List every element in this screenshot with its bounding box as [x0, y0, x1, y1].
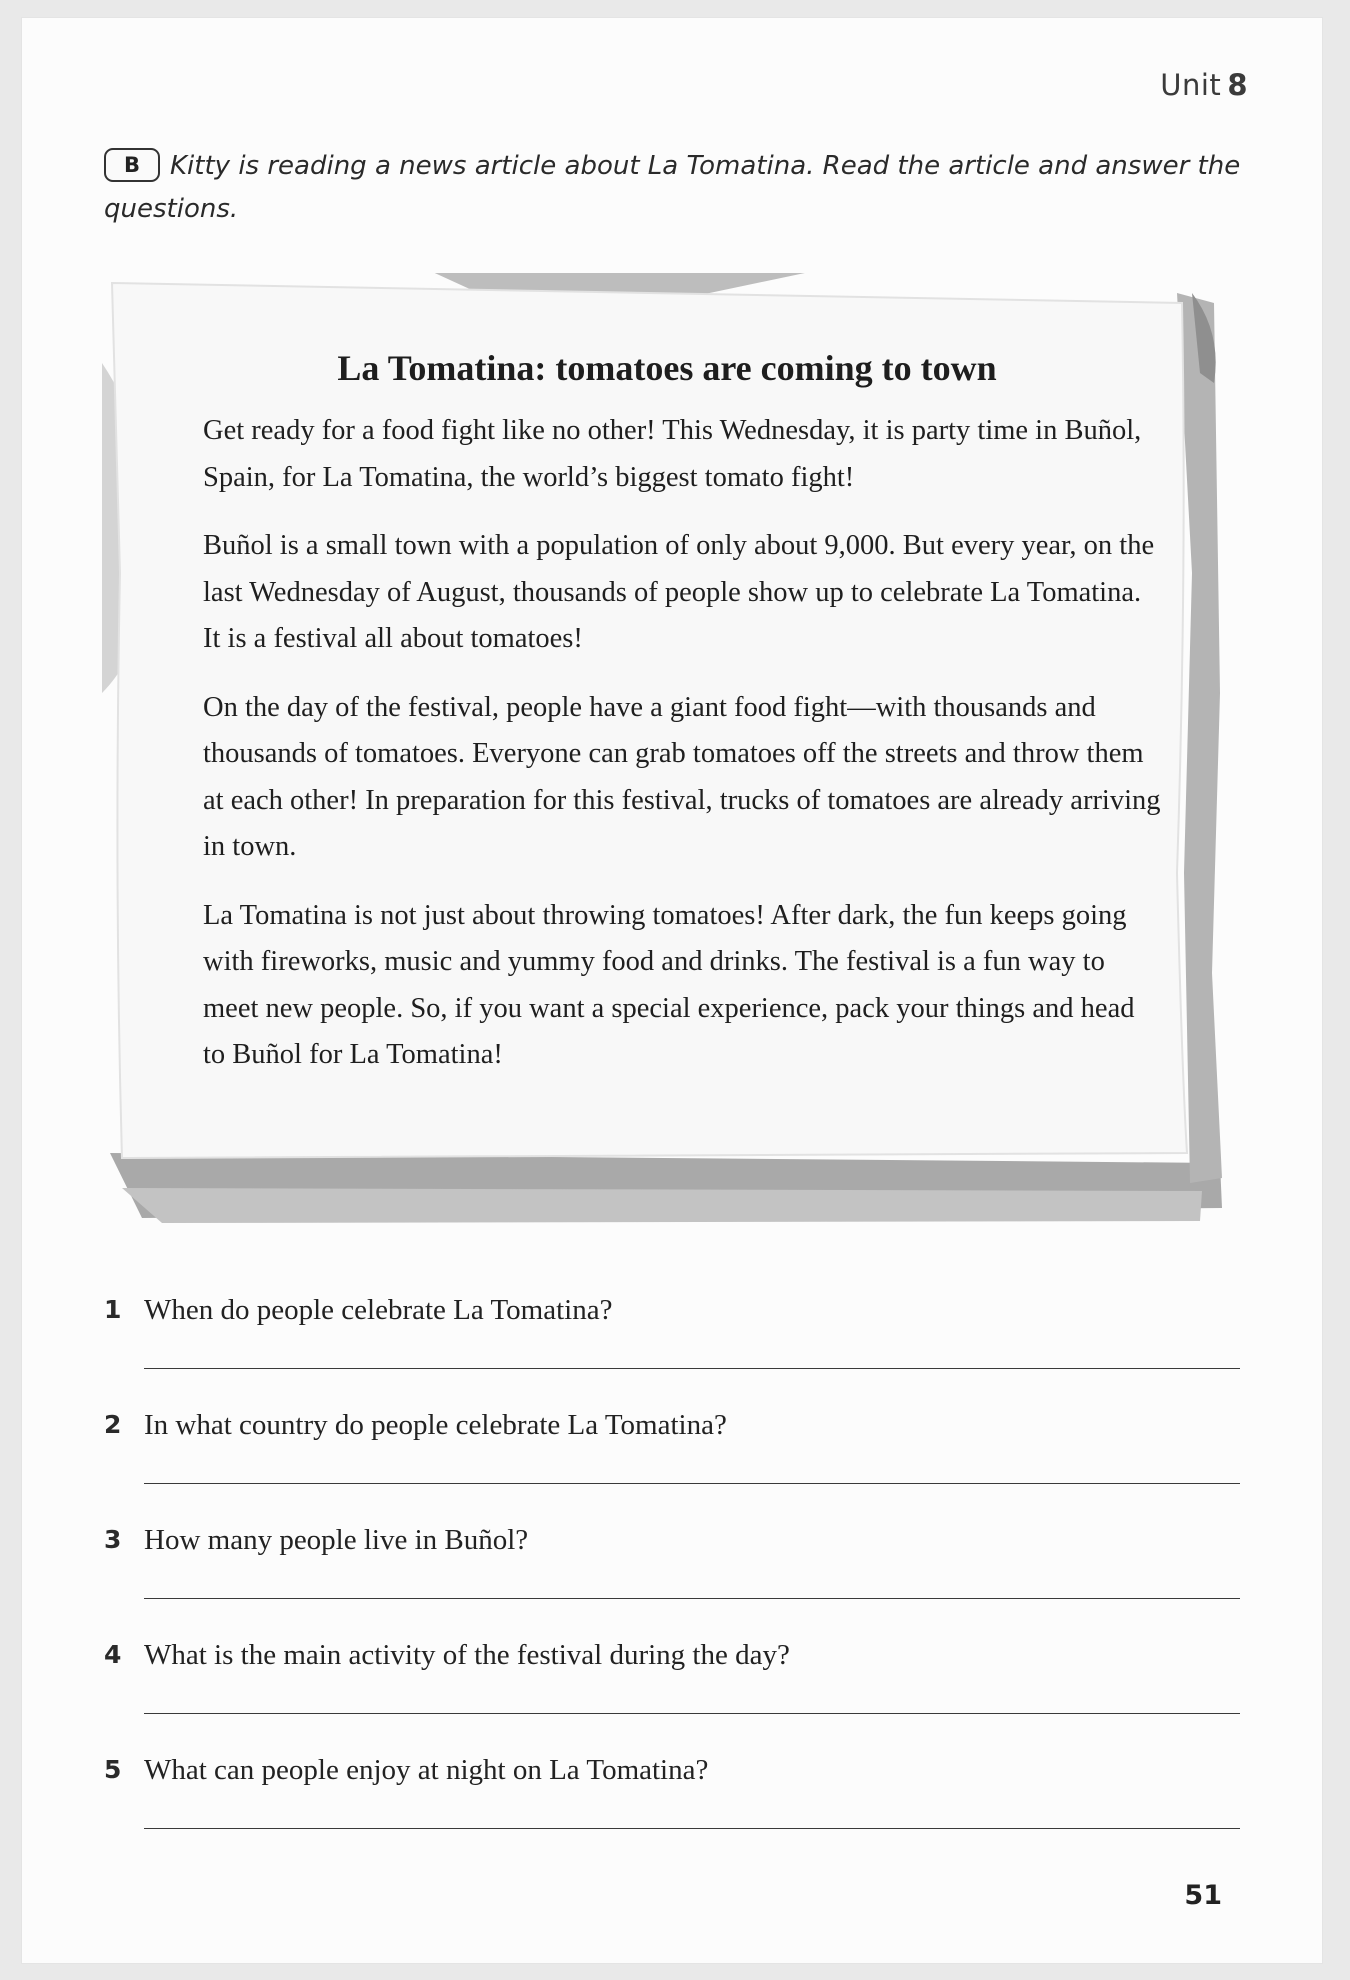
answer-line[interactable]	[144, 1713, 1240, 1714]
exercise-instruction	[104, 145, 1244, 231]
question-item	[104, 1520, 1244, 1620]
question-item	[104, 1750, 1244, 1850]
question-item	[104, 1405, 1244, 1505]
article-paragraph-3: On the day of the festival, people have a giant food fight—with thousands and thousands of tomatoes. Everyone can grab tomatoes off the streets and throw them at each other! In preparation for this festival, trucks of tomatoes are already arriving in town.	[203, 691, 1161, 862]
exercise-badge: B	[104, 148, 160, 182]
question-text: When do people celebrate La Tomatina?	[144, 1294, 613, 1326]
unit-number: 8	[1227, 68, 1248, 102]
article-paragraph-4: La Tomatina is not just about throwing tomatoes! After dark, the fun keeps going with fireworks, music and yummy food and drinks. The festival is a fun way to meet new people. So, if you want a special experience, pack your things and head to Buñol for La Tomatina!	[203, 899, 1135, 1070]
question-number: 5	[104, 1755, 122, 1784]
question-item	[104, 1635, 1244, 1735]
answer-line[interactable]	[144, 1368, 1240, 1369]
question-number: 2	[104, 1410, 122, 1439]
workbook-page	[22, 18, 1322, 1963]
unit-label	[1160, 68, 1248, 102]
unit-label-text: Unit	[1160, 68, 1222, 102]
question-number: 3	[104, 1525, 122, 1554]
instruction-text: Kitty is reading a news article about La Tomatina. Read the article and answer the questions.	[104, 151, 1241, 224]
page-number: 51	[1184, 1880, 1222, 1911]
article-paragraph-2: Buñol is a small town with a population of only about 9,000. But every year, on the last Wednesday of August, thousands of people show up to celebrate La Tomatina. It is a festival all about tomatoes!	[203, 530, 1155, 654]
question-text: How many people live in Buñol?	[144, 1524, 529, 1556]
question-number: 1	[104, 1295, 122, 1324]
article-title: La Tomatina: tomatoes are coming to town	[337, 348, 997, 388]
answer-line[interactable]	[144, 1598, 1240, 1599]
article-body	[203, 408, 1163, 1101]
question-item	[104, 1290, 1244, 1390]
answer-line[interactable]	[144, 1828, 1240, 1829]
news-article-card	[102, 273, 1232, 1233]
article-paragraph-1: Get ready for a food fight like no other! This Wednesday, it is party time in Buñol, Spain, for La Tomatina, the world’s biggest tomato fight!	[203, 415, 1142, 493]
answer-line[interactable]	[144, 1483, 1240, 1484]
question-text: What is the main activity of the festival during the day?	[144, 1639, 790, 1671]
question-text: What can people enjoy at night on La Tomatina?	[144, 1754, 709, 1786]
question-text: In what country do people celebrate La Tomatina?	[144, 1409, 727, 1441]
question-number: 4	[104, 1640, 122, 1669]
